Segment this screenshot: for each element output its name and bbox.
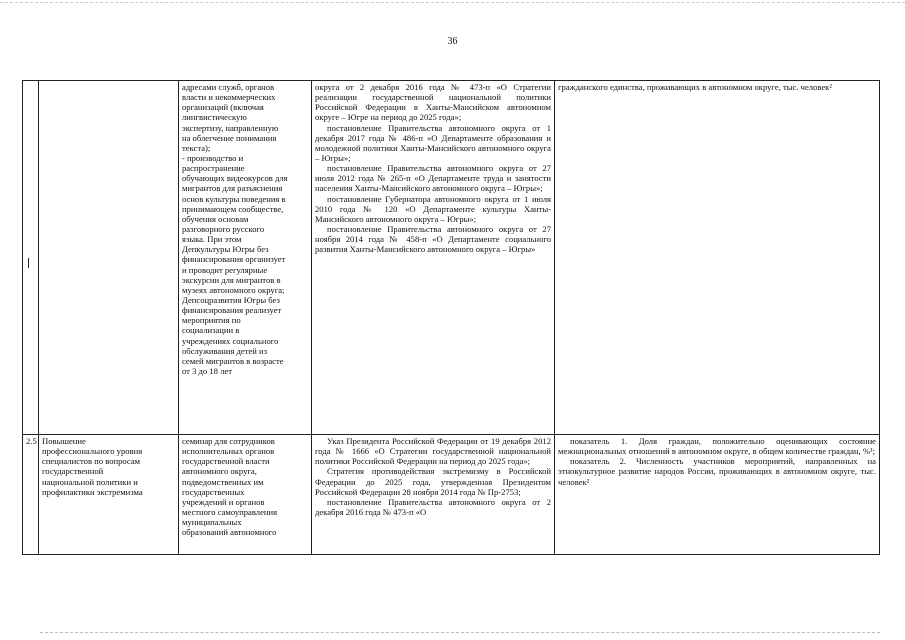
- margin-mark: [28, 258, 29, 268]
- activity-text-line: от 3 до 18 лет: [182, 365, 232, 376]
- cell-normative-acts: [312, 435, 555, 555]
- activity-text-line: на облегчение понимания: [182, 132, 277, 143]
- activity-text-line: и проводит регулярные: [182, 264, 268, 275]
- cell-indicators: [555, 81, 880, 435]
- activity-text-line: основ культуры поведения в: [182, 193, 286, 204]
- cell-number: [23, 81, 39, 435]
- cell-activity: [179, 81, 312, 435]
- activity-text-line: муниципальных: [182, 517, 242, 528]
- cell-name: [39, 81, 179, 435]
- activity-text-line: обучения основам: [182, 213, 249, 224]
- cell-number: 2.5: [23, 435, 39, 555]
- normative-act-paragraph: постановление Правительства автономного округа от 27 июля 2012 года № 265-п «О Департаменте труда и занятости населения Ханты-Мансийского автономного округа – Югры»;: [315, 163, 551, 194]
- activity-text-line: учреждений и органов: [182, 496, 265, 507]
- activity-text-line: семинар для сотрудников: [182, 436, 275, 446]
- activity-text-line: местного самоуправления: [182, 506, 278, 517]
- indicator-paragraph: показатель 1. Доля граждан, положительно оценивающих состояние межнациональных отношений в автономном округе, в общем количестве граждан, %¹;: [558, 436, 876, 457]
- page-number: 36: [447, 36, 458, 47]
- measure-name-line: профилактики экстремизма: [42, 486, 143, 497]
- activity-text-line: организаций (включая: [182, 102, 264, 113]
- activity-text-line: власти и некоммерческих: [182, 92, 276, 103]
- activity-text-line: лингвистическую: [182, 112, 247, 123]
- activity-text-line: социализации в: [182, 325, 240, 336]
- normative-act-paragraph: постановление Правительства автономного округа от 1 декабря 2017 года № 486-п «О Департаменте образования и молодежной политики Ханты-Мансийского автономного округа – Югры»;: [315, 122, 551, 163]
- activity-text-line: государственных: [182, 486, 245, 497]
- normative-act-paragraph: постановление Губернатора автономного округа от 1 июля 2010 года № 120 «О Департаменте культуры Ханты-Мансийского автономного округа – Югры»;: [315, 193, 551, 224]
- measure-name-line: государственной: [42, 466, 104, 477]
- activity-text-line: текста);: [182, 142, 211, 153]
- activity-text-line: учреждениях социального: [182, 335, 279, 346]
- normative-act-paragraph: Указ Президента Российской Федерации от 19 декабря 2012 года № 1666 «О Стратегии государственной национальной политики Российской Федерации на период до 2025 года»;: [315, 436, 551, 467]
- activity-text-line: подведомственных им: [182, 476, 264, 487]
- activity-text-line: принимающем сообществе,: [182, 203, 284, 214]
- measure-name-line: специалистов по вопросам: [42, 456, 141, 467]
- activity-text-line: государственной власти: [182, 456, 270, 467]
- activity-text-line: Депсоцразвития Югры без: [182, 294, 280, 305]
- activity-text-line: Депкультуры Югры без: [182, 244, 269, 255]
- activity-text-line: мигрантов для разъяснения: [182, 183, 283, 194]
- activity-text-line: автономного округа,: [182, 466, 257, 477]
- cell-activity: [179, 435, 312, 555]
- cell-name: [39, 435, 179, 555]
- activity-text-line: - производство и: [182, 152, 244, 163]
- cell-normative-acts: [312, 81, 555, 435]
- activity-text-line: экскурсии для мигрантов в: [182, 274, 281, 285]
- normative-act-paragraph: постановление Правительства автономного округа от 27 ноября 2014 года № 458-п «О Департаменте социального развития Ханты-Мансийского автономного округа – Югры»: [315, 223, 551, 255]
- table-row: [23, 81, 880, 435]
- activity-text-line: обучающих видеокурсов для: [182, 173, 288, 184]
- scan-edge-bottom: [40, 632, 880, 633]
- measures-table: [22, 80, 880, 555]
- activity-text-line: финансирования реализует: [182, 305, 282, 316]
- normative-act-paragraph: округа от 2 декабря 2016 года № 473-п «О Стратегии реализации государственной национальной политики Российской Федерации в Ханты-Мансийском автономном округе – Югре на период до 2025 года»;: [315, 82, 551, 123]
- normative-act-paragraph: Стратегия противодействия экстремизму в Российской Федерации до 2025 года, утвержденная Президентом Российской Федерации 28 ноября 2014 года № Пр-2753;: [315, 466, 551, 497]
- activity-text-line: семей мигрантов в возрасте: [182, 355, 284, 366]
- activity-text-line: разговорного русского: [182, 223, 265, 234]
- cell-indicators: [555, 435, 880, 555]
- measure-name-line: профессионального уровня: [42, 446, 143, 457]
- normative-act-paragraph: постановление Правительства автономного округа от 2 декабря 2016 года № 473-п «О: [315, 496, 551, 517]
- activity-text-line: мероприятия по: [182, 315, 241, 326]
- indicator-paragraph: гражданского единства, проживающих в автономном округе, тыс. человек²: [558, 82, 832, 92]
- activity-text-line: адресами служб, органов: [182, 82, 275, 92]
- activity-text-line: исполнительных органов: [182, 446, 275, 457]
- activity-text-line: распространение: [182, 163, 245, 174]
- activity-text-line: образований автономного: [182, 527, 277, 538]
- activity-text-line: финансирования организует: [182, 254, 286, 265]
- scan-edge-top: [0, 2, 905, 3]
- indicator-paragraph: показатель 2. Численность участников мероприятий, направленных на этнокультурное развитие народов России, проживающих в автономном округе, тыс. человек²: [558, 456, 876, 487]
- measure-name-line: национальной политики и: [42, 476, 138, 487]
- table-row: [23, 435, 880, 555]
- measure-name-line: Повышение: [42, 436, 86, 446]
- activity-text-line: экспертизу, направленную: [182, 122, 279, 133]
- activity-text-line: музеях автономного округа;: [182, 284, 285, 295]
- activity-text-line: обслуживания детей из: [182, 345, 268, 356]
- activity-text-line: языка. При этом: [182, 234, 242, 245]
